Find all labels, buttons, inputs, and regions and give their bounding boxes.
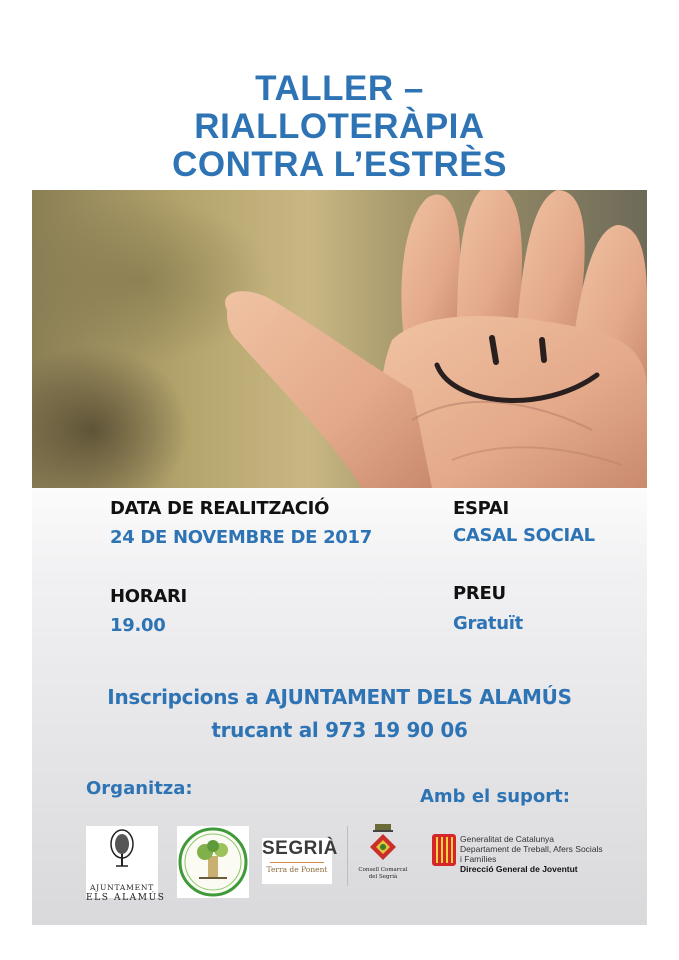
schedule-value: 19.00 (110, 615, 166, 636)
space-label: ESPAI (453, 498, 509, 519)
smiley-hand-photo (32, 190, 647, 488)
consell-line-1: Consell Comarcal (358, 867, 408, 873)
ajuntament-line-1: AJUNTAMENT (89, 883, 155, 892)
price-value: Gratuït (453, 613, 523, 634)
poster-title (32, 70, 647, 184)
date-value: 24 DE NOVEMBRE DE 2017 (110, 527, 372, 548)
date-label: DATA DE REALITZACIÓ (110, 498, 330, 519)
generalitat-line-4: Direcció General de Joventut (460, 864, 578, 874)
segria-subtitle: Terra de Ponent (266, 865, 328, 874)
generalitat-line-1: Generalitat de Catalunya (460, 834, 555, 844)
generalitat-line-3: i Famílies (460, 854, 497, 864)
title-line-2: RIALLOTERÀPIA (194, 107, 485, 146)
registration-line-2: trucant al 973 19 90 06 (211, 718, 468, 742)
consell-line-2: del Segrià (368, 874, 398, 880)
price-label: PREU (453, 583, 506, 604)
ajuntament-line-2: ELS ALAMÚS (86, 893, 166, 903)
generalitat-logo (428, 832, 603, 882)
organizers-label: Organitza: (86, 778, 193, 799)
segria-name: SEGRIÀ (262, 838, 338, 859)
consell-comarcal-logo (358, 822, 408, 888)
segria-logo (262, 838, 338, 884)
generalitat-line-2: Departament de Treball, Afers Socials (460, 844, 603, 854)
logo-divider (347, 826, 348, 886)
ajuntament-logo (86, 826, 166, 903)
schedule-label: HORARI (110, 586, 187, 607)
coat-of-arms-icon (358, 822, 408, 862)
tree-icon (86, 826, 158, 874)
segria-divider (270, 862, 324, 863)
title-line-1: TALLER – (255, 69, 424, 108)
title-line-3: CONTRA L’ESTRÈS (172, 145, 507, 184)
senyera-icon (432, 834, 456, 866)
hand-smiley-illustration (32, 190, 647, 488)
association-emblem-icon (177, 826, 249, 898)
registration-line-1: Inscripcions a AJUNTAMENT DELS ALAMÚS (107, 685, 572, 709)
space-value: CASAL SOCIAL (453, 525, 595, 546)
support-label: Amb el suport: (420, 786, 570, 807)
association-logo (177, 826, 249, 898)
